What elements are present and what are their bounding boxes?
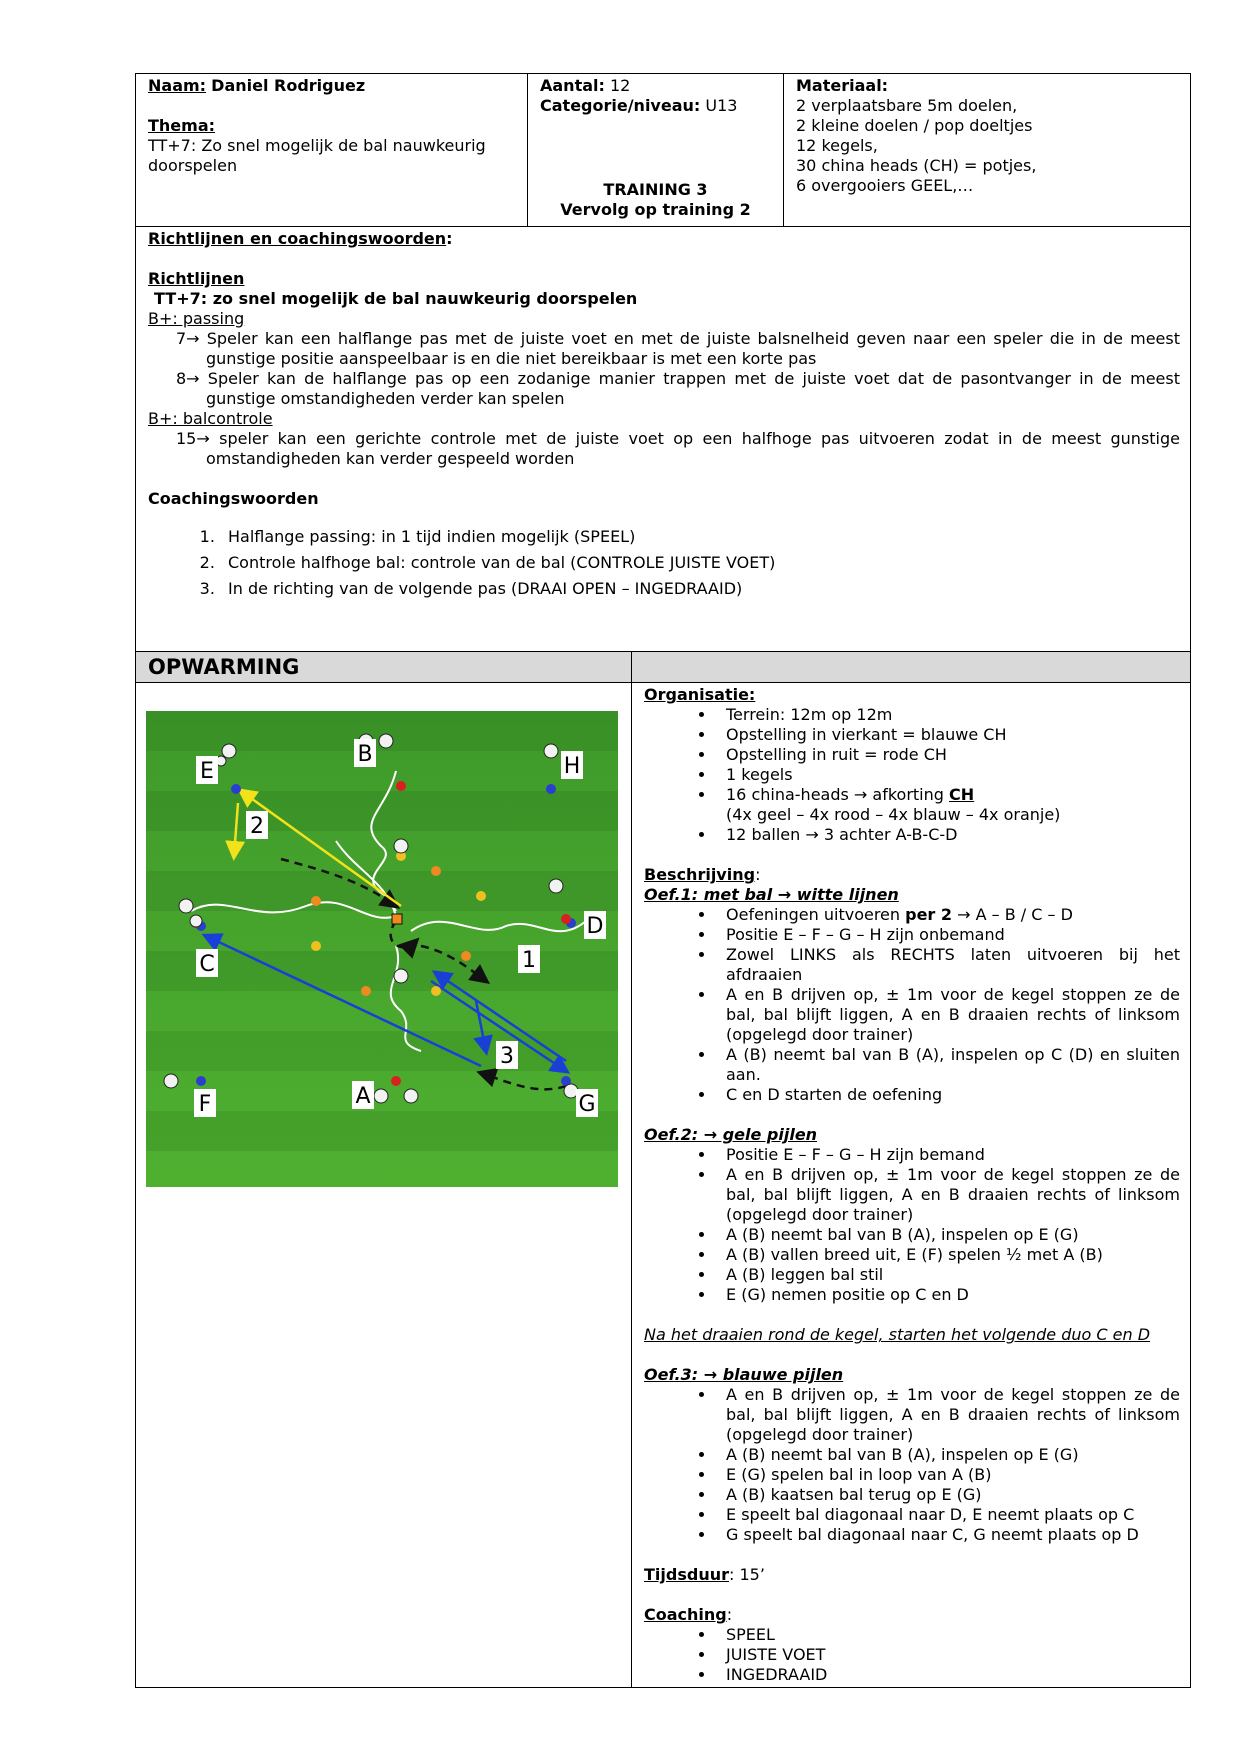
- oef2-title: Oef.2: → gele pijlen: [644, 1125, 818, 1145]
- organisatie-label: Organisatie:: [644, 685, 756, 705]
- materiaal-item: 2 kleine doelen / pop doeltjes: [796, 116, 1033, 135]
- oef1-item: • A en B drijven op, ± 1m voor de kegel stoppen ze de bal, bal blijft liggen, A en B draaien rechts of linksom (opgelegd door trainer): [716, 985, 1180, 1045]
- oef1-item: [716, 905, 1180, 925]
- coaching-item: 3. In de richting van de volgende pas (DRAAI OPEN – INGEDRAAID): [220, 579, 1180, 599]
- label-A: A: [355, 1084, 371, 1110]
- org-item: • Opstelling in ruit = rode CH: [716, 745, 1180, 765]
- beschrijving-colon: :: [755, 865, 761, 885]
- warmup-title-right: [632, 652, 1191, 683]
- warmup-row: [136, 683, 1191, 1688]
- diagram-cell: [136, 683, 632, 1688]
- materiaal-item: 2 verplaatsbare 5m doelen,: [796, 96, 1018, 115]
- coaching-list-2: [644, 1625, 1180, 1685]
- cone: [392, 914, 402, 924]
- oef1-first-bold: per 2: [905, 905, 953, 925]
- training-subtitle: Vervolg op training 2: [560, 200, 751, 219]
- coaching-word: • INGEDRAAID: [716, 1665, 1180, 1685]
- session-sheet: [135, 73, 1190, 1688]
- guidelines-colon: :: [446, 229, 453, 248]
- label-D: D: [586, 914, 604, 940]
- oef2-item: • A (B) neemt bal van B (A), inspelen op E (G): [716, 1225, 1180, 1245]
- categorie-value: U13: [705, 96, 738, 115]
- aantal-cell: [528, 74, 784, 227]
- naam-value: Daniel Rodriguez: [211, 76, 366, 95]
- passing-label: B+: passing: [148, 309, 245, 328]
- coaching-list: [148, 527, 1180, 599]
- oef2-item: • A en B drijven op, ± 1m voor de kegel stoppen ze de bal, bal blijft liggen, A en B draaien rechts of linksom (opgelegd door trainer): [716, 1165, 1180, 1225]
- org-item: • 1 kegels: [716, 765, 1180, 785]
- oef2-item: • E (G) nemen positie op C en D: [716, 1285, 1180, 1305]
- coaching-colon: :: [726, 1605, 733, 1625]
- guideline-item-8: 8→ Speler kan de halflange pas op een zodanige manier trappen met de juiste voet dat de pasontvanger in de meest gunstige omstandigheden verder kan spelen: [176, 369, 1180, 408]
- oef1-item: • Zowel LINKS als RECHTS laten uitvoeren bij het afdraaien: [716, 945, 1180, 985]
- coaching-label: Coachingswoorden: [148, 489, 319, 508]
- org-ch-pre: 16 china-heads → afkorting: [726, 785, 950, 805]
- org-ch-bold: CH: [949, 785, 975, 805]
- label-F: F: [198, 1092, 212, 1118]
- coaching-word: • SPEEL: [716, 1625, 1180, 1645]
- aantal-label: Aantal:: [540, 76, 605, 95]
- session-table: [135, 73, 1191, 1688]
- beschrijving-label: Beschrijving: [644, 865, 756, 885]
- guidelines-cell: [136, 227, 1191, 652]
- org-item: • Opstelling in vierkant = blauwe CH: [716, 725, 1180, 745]
- aantal-value: 12: [610, 76, 631, 95]
- tt-heading: TT+7: zo snel mogelijk de bal nauwkeurig doorspelen: [154, 289, 638, 308]
- org-item: • Terrein: 12m op 12m: [716, 705, 1180, 725]
- note: Na het draaien rond de kegel, starten het volgende duo C en D: [644, 1325, 1151, 1345]
- label-C: C: [199, 952, 215, 978]
- label-2: 2: [250, 814, 264, 840]
- training-title: TRAINING 3: [603, 180, 708, 199]
- oef1-list: [644, 905, 1180, 1105]
- oef1-item: • C en D starten de oefening: [716, 1085, 1180, 1105]
- oef3-item: • E (G) spelen bal in loop van A (B): [716, 1465, 1180, 1485]
- oef3-item: • G speelt bal diagonaal naar C, G neemt plaats op D: [716, 1525, 1180, 1545]
- warmup-header-row: [136, 652, 1191, 683]
- oef3-item: • E speelt bal diagonaal naar D, E neemt plaats op C: [716, 1505, 1180, 1525]
- description-cell: [632, 683, 1191, 1688]
- label-G: G: [578, 1092, 596, 1118]
- guideline-item-15: 15→ speler kan een gerichte controle met de juiste voet op een halfhoge pas uitvoeren zodat in de meest gunstige omstandigheden kan verder gespeeld worden: [176, 429, 1180, 468]
- organisatie-list: [644, 705, 1180, 845]
- coaching-item: 1. Halflange passing: in 1 tijd indien mogelijk (SPEEL): [220, 527, 1180, 547]
- label-B: B: [357, 742, 373, 768]
- oef3-item: • A en B drijven op, ± 1m voor de kegel stoppen ze de bal, bal blijft liggen, A en B draaien rechts of linksom (opgelegd door trainer): [716, 1385, 1180, 1445]
- label-1: 1: [522, 948, 536, 974]
- guidelines-row: [136, 227, 1191, 652]
- richtlijnen-label: Richtlijnen: [148, 269, 245, 288]
- oef3-item: • A (B) kaatsen bal terug op E (G): [716, 1485, 1180, 1505]
- org-ch-sub: (4x geel – 4x rood – 4x blauw – 4x oranje): [726, 805, 1061, 825]
- balcontrole-label: B+: balcontrole: [148, 409, 273, 428]
- oef3-title: Oef.3: → blauwe pijlen: [644, 1365, 844, 1385]
- oef1-item: • Positie E – F – G – H zijn onbemand: [716, 925, 1180, 945]
- org-item: [716, 785, 1180, 825]
- oef1-item: • A (B) neemt bal van B (A), inspelen op C (D) en sluiten aan.: [716, 1045, 1180, 1085]
- materiaal-item: 30 china heads (CH) = potjes,: [796, 156, 1037, 175]
- label-E: E: [200, 759, 214, 785]
- guideline-item-7: 7→ Speler kan een halflange pas met de juiste voet en met de juiste balsnelheid geven naar een speler die in de meest gunstige positie aanspeelbaar is en die niet bereikbaar is met een korte pas: [176, 329, 1180, 368]
- guidelines-section-label: Richtlijnen en coachingswoorden: [148, 229, 447, 248]
- materiaal-label: Materiaal:: [796, 76, 889, 95]
- thema-label: Thema:: [148, 116, 216, 135]
- warmup-title: OPWARMING: [136, 652, 632, 683]
- thema-value: TT+7: Zo snel mogelijk de bal nauwkeurig doorspelen: [148, 136, 486, 175]
- oef1-title: Oef.1: met bal → witte lijnen: [644, 885, 899, 905]
- oef1-first-post: → A – B / C – D: [952, 905, 1073, 925]
- naam-label: Naam:: [148, 76, 207, 95]
- naam-cell: [136, 74, 528, 227]
- materiaal-item: 12 kegels,: [796, 136, 878, 155]
- categorie-label: Categorie/niveau:: [540, 96, 701, 115]
- coaching-label-2: Coaching: [644, 1605, 727, 1625]
- oef1-first-pre: Oefeningen uitvoeren: [726, 905, 906, 925]
- tijdsduur-label: Tijdsduur: [644, 1565, 729, 1585]
- label-H: H: [563, 754, 581, 780]
- header-row: [136, 74, 1191, 227]
- org-item: • 12 ballen → 3 achter A-B-C-D: [716, 825, 1180, 845]
- oef2-item: • Positie E – F – G – H zijn bemand: [716, 1145, 1180, 1165]
- oef2-item: • A (B) vallen breed uit, E (F) spelen ½ met A (B): [716, 1245, 1180, 1265]
- coaching-item: 2. Controle halfhoge bal: controle van de bal (CONTROLE JUISTE VOET): [220, 553, 1180, 573]
- tijdsduur-value: : 15’: [728, 1565, 765, 1585]
- materiaal-item: 6 overgooiers GEEL,…: [796, 176, 974, 195]
- oef2-item: • A (B) leggen bal stil: [716, 1265, 1180, 1285]
- coaching-word: • JUISTE VOET: [716, 1645, 1180, 1665]
- oef3-item: • A (B) neemt bal van B (A), inspelen op E (G): [716, 1445, 1180, 1465]
- materiaal-cell: [784, 74, 1191, 227]
- oef3-list: [644, 1385, 1180, 1545]
- drill-diagram: [146, 711, 618, 1187]
- oef2-list: [644, 1145, 1180, 1305]
- label-3: 3: [500, 1044, 514, 1070]
